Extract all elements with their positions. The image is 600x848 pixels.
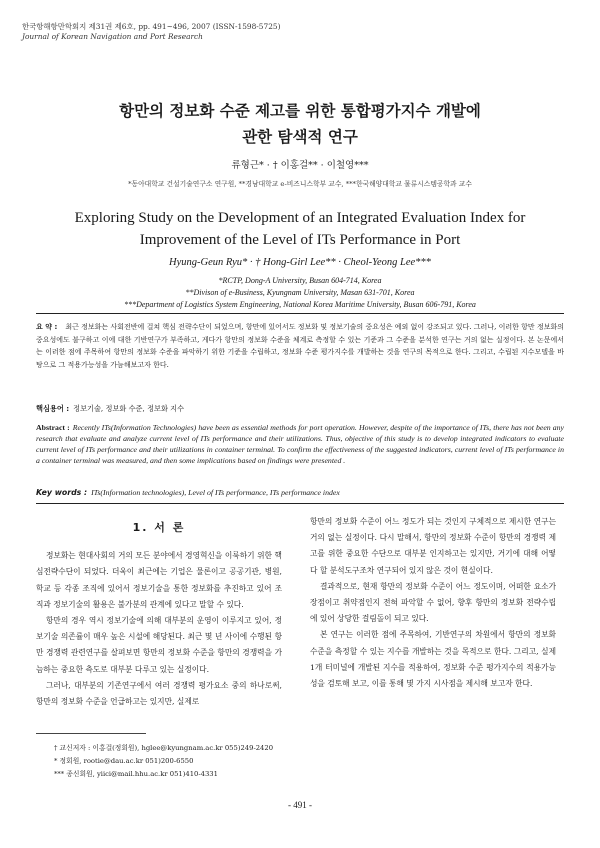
body-column-left [36,520,282,710]
abstract-ko-label: 요 약 : [36,323,58,331]
body-column-right [310,514,556,692]
journal-citation-ko: 한국항해항만학회지 제31권 제6호, pp. 491~496, 2007 (ISSN-1598-5725) [22,22,281,31]
body-paragraph: 정보화는 현대사회의 거의 모든 분야에서 경영혁신을 이룩하기 위한 핵심전략수단이 되었다. 더욱이 최근에는 기업은 물론이고 공공기관, 병원, 학교 등 각종 조직에 있어서 정보기술을 통한 정보화를 추진하고 있어 조직과 정보기술의 활용은 불가분의 관계에 있다고 말할 수 있다. [36,551,282,609]
affiliations-korean: *동아대학교 건설기술연구소 연구원, **경남대학교 e-비즈니스학부 교수, ***한국해양대학교 물류시스템공학과 교수 [128,180,472,188]
affiliation-2: **Divison of e-Business, Kyungnam University, Masan 631-701, Korea [185,288,415,297]
authors-english: Hyung-Geun Ryu* · † Hong-Girl Lee** · Cheol-Yeong Lee*** [169,257,431,268]
title-en-line2: Improvement of the Level of ITs Performance in Port [139,232,461,248]
keywords-korean [36,404,184,414]
body-paragraph: 그러나, 대부분의 기존연구에서 여러 경쟁력 평가요소 중의 하나로써, 항만의 정보화 수준을 언급하고는 있지만, 실제로 [36,680,282,707]
affiliation-3: ***Department of Logistics System Engineering, National Korea Maritime University, Busan 606-791, Korea [124,300,476,309]
authors-korean: 류형근* · † 이홍걸** · 이철영*** [231,160,369,171]
section-heading-introduction: 1. 서 론 [132,521,186,534]
keywords-en-label: Key words : [36,488,88,497]
title-ko-line1: 항만의 정보화 수준 제고를 위한 통합평가지수 개발에 [119,101,481,120]
keywords-ko-text: 정보기술, 정보화 수준, 정보화 지수 [73,404,185,413]
title-korean [0,98,600,150]
body-paragraph: 항만의 정보화 수준이 어느 정도가 되는 것인지 구체적으로 제시한 연구는 거의 없는 실정이다. 다시 말해서, 항만의 정보화 수준이 항만의 경쟁력 제고를 위한 중요한 수단으로 대부분 인지하고는 있지만, 거기에 대해 어떻다 할 분석도구조차 연구되어 있지 않은 것이 현실이다. [310,517,556,575]
abstract-en-text: Recently ITs(Information Technologies) have been as essential methods for port operation. However, despite of the importance of ITs, there has not been any research that evaluate and analyze current level of ITs performance and their utilizations. Thus, objective of this study is to develop integrated indicators to evaluate current level of ITs performance and their utilizations in container terminal. To confirm the effectiveness of the suggested indicators, current level of ITs performance in a container terminal was measured, and then some implications based on findings were presented . [36,423,565,465]
footnote-corresponding-author: † 교신저자 : 이홍걸(정회원), hglee@kyungnam.ac.kr 055)249-2420 [54,744,274,752]
abstract-en-label: Abstract : [36,423,70,432]
body-paragraph: 결과적으로, 현재 항만의 정보화 수준이 어느 정도이며, 어떠한 요소가 장점이고 취약점인지 전혀 파악할 수 없어, 향후 항만의 정보화 전략수립에 있어 상당한 걸림돌이 되고 있다. [310,581,556,624]
title-en-line1: Exploring Study on the Development of an Integrated Evaluation Index for [74,210,526,226]
footnote-member: * 정회원, rootie@dau.ac.kr 051)200-6550 [54,757,194,765]
divider-top [36,313,564,314]
journal-name-en: Journal of Korean Navigation and Port Research [22,32,203,41]
footnote-lifetime-member: *** 종신회원, yiici@mail.hhu.ac.kr 051)410-4331 [54,770,218,778]
affiliation-1: *RCTP, Dong-A University, Busan 604-714, Korea [218,276,382,285]
keywords-en-text: ITs(Information technologies), Level of ITs performance, ITs performance index [91,488,340,497]
abstract-english [36,422,564,466]
title-ko-line2: 관한 탐색적 연구 [242,127,358,146]
page-number: - 491 - [288,800,312,810]
abstract-ko-text: 최근 정보화는 사회전반에 걸쳐 핵심 전략수단이 되었으며, 항만에 있어서도 정보화 및 정보기술의 중요성은 예외 없이 강조되고 있다. 그러나, 이러한 항만 정보화의 중요성에도 불구하고 이에 대한 기반연구가 부족하고, 게다가 항만의 정보화 수준을 체계로 측정할 수 있는 기준과 그 수준을 분석한 연구는 거의 없는 실정이다. 본 논문에서는 이러한 점에 주목하여 항만의 정보화 수준을 파악하기 위한 기준을 수립하고, 정보화 수준 평가지수를 개발하는 것을 연구의 목적으로 한다. 그리고, 수립된 지수모델을 바탕으로 그 적용가능성을 가늠해보고자 한다. [36,323,565,369]
abstract-korean [36,321,564,371]
keywords-english [36,488,340,497]
journal-header [22,22,281,42]
title-english [0,207,600,251]
affiliations-english [0,275,600,311]
divider-bottom [36,503,564,504]
footnotes [54,742,273,781]
body-paragraph: 항만의 경우 역시 정보기술에 의해 대부분의 운영이 이루지고 있어, 정보기술 의존률이 매우 높은 시설에 해당된다. 최근 몇 년 사이에 수행된 항만 경쟁력 관련연구를 살펴보면 항만의 정보화 수준을 항만의 경쟁력을 가늠하는 중요한 측도로 대부분 다루고 있는 실정이다. [36,616,282,674]
body-paragraph: 본 연구는 이러한 점에 주목하여, 기반연구의 차원에서 항만의 정보화 수준을 측정할 수 있는 지수를 개발하는 것을 목적으로 한다. 그리고, 실제 1개 터미널에 개발된 지수를 적용하여, 정보화 수준 평가지수의 적용가능성을 검토해 보고, 이를 통해 몇 가지 시사점을 제시해 보고자 한다. [310,630,556,689]
keywords-ko-label: 핵심용어 : [36,404,70,413]
footnote-divider [36,733,146,734]
